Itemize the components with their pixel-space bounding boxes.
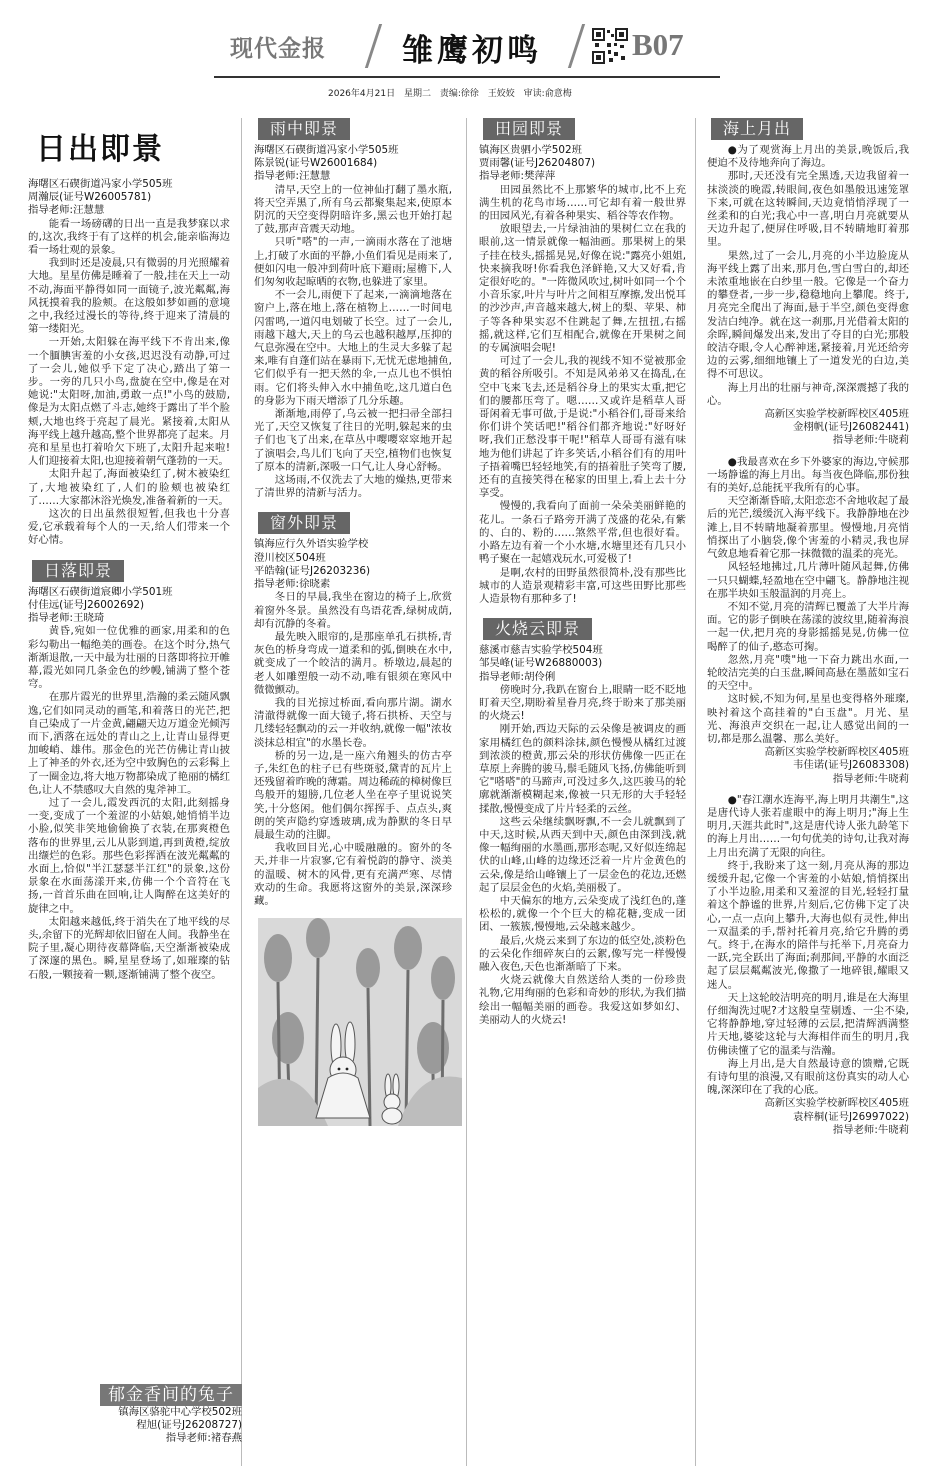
paragraph: 火烧云就像大自然送给人类的一份珍贵礼物,它用绚丽的色彩和奇妙的形状,为我们描绘出一幅幅美丽的画卷。我爱这如梦如幻、美丽动人的火烧云! xyxy=(479,974,686,1026)
author-line: 韦佳诺(证号J26083308) xyxy=(792,759,909,772)
author-line: 付佳远(证号J26002692) xyxy=(28,598,145,611)
teacher-line: 指导老师:王晓琦 xyxy=(28,612,105,625)
author-line: 程旭(证号J26208727) xyxy=(136,1419,242,1432)
school-line: 海曙区石碶街道冯家小学505班 xyxy=(254,144,399,156)
paragraph: 慢慢的,我看向了面前一朵朵美丽鲜艳的花儿。一条石子路旁开满了茂盛的花朵,有紫的、白的、粉的……煞然平常,但也很好看。小路左边有着一个小水塘,水塘里还有几只小鸭子聚在一起嬉戏玩水,可爱极了! xyxy=(479,500,686,566)
teacher-line: 指导老师:樊萍萍 xyxy=(479,170,556,183)
paragraph: 可过了一会儿,我的视线不知不觉被那金黄的稻谷所吸引。不知是风弟弟又在捣乱,在空中飞来飞去,还是稻谷身上的果实太重,把它们的腰都压弯了。嗯……又或许是稻草人哥哥闲着无事可做,于是说:"小稻谷们,哥哥来给你们讲个笑话吧!"稻谷们都齐地说:"好呀好呀,我们正愁没事干呢!"稻草人哥哥有滋有味地为他们讲起了许多笑话,小稻谷们有的用叶子捂着嘴巴轻轻地笑,有的捂着肚子笑弯了腰,还有的直接笑得在秘家的田里上,看上去十分享受。 xyxy=(479,355,686,500)
paragraph: 我收回目光,心中暖融融的。窗外的冬天,并非一片寂寥,它有着悦韵的静守、淡美的温暖、树木的风骨,更有充满严寒、尽情欢动的生命。我愿将这窗外的美景,深深珍藏。 xyxy=(254,842,452,907)
paragraph: 渐渐地,雨停了,乌云被一把扫帚全部扫光了,天空又恢复了往日的光明,躲起来的虫子们也飞了出来,在草丛中嘤嘤窣窣地开起了演唱会,鸟儿们飞向了天空,植物们也恢复了原本的清新,深吸一口气,让人身心舒畅。 xyxy=(254,408,452,473)
author-meta xyxy=(28,178,230,218)
author-line: 平皓翰(证号J26203236) xyxy=(254,564,371,577)
paragraph: 我的目光掠过桥面,看向那片湖。湖水清澈得就像一面大镜子,将石拱桥、天空与几缕轻轻飘动的云一并收纳,就像一幅"浓妆淡抹总相宜"的水墨长卷。 xyxy=(254,696,452,749)
paragraph: 太阳越来越低,终于消失在了地平线的尽头,余留下的光辉却依旧留在人间。我静坐在院子里,凝心期待夜幕降临,天空渐渐被染成了深邃的黑色。瞬,星星登场了,如璀璨的钻石般,一颗接着一颗,逐渐铺满了整个夜空。 xyxy=(28,915,230,981)
teacher-line: 指导老师:牛晓莉 xyxy=(832,772,909,785)
header-divider xyxy=(568,24,585,68)
illustration-title: 郁金香间的兔子 xyxy=(100,1384,242,1406)
paragraph: 海上月出,是大自然最诗意的馈赠,它既有诗句里的浪漫,又有眼前这份真实的动人心魄,深深印在了我的心底。 xyxy=(707,1057,909,1097)
paragraph: 忽然,月亮"噗"地一下奋力跳出水面,一轮皎洁完美的白玉盘,瞬间高悬在墨蓝如宝石的天空中。 xyxy=(707,653,909,693)
paragraph: 最先映入眼帘的,是那座单孔石拱桥,青灰色的桥身弯成一道柔和的弧,倒映在水中,就变成了一个皎洁的满月。桥墩边,晨起的老人如雕塑般一动不动,唯有银须在寒风中微微颤动。 xyxy=(254,630,452,696)
paragraph: 黄昏,宛如一位优雅的画家,用柔和的色彩勾勒出一幅绝美的画卷。在这个时分,热气渐渐退散,一天中最为壮丽的日落即将拉开帷幕,霞光如同几条金色的纱幔,铺满了整个苍穹。 xyxy=(28,625,230,691)
section-tag: 火烧云即景 xyxy=(483,618,592,640)
teacher-line: 指导老师:牛晓莉 xyxy=(832,1123,909,1136)
dateline xyxy=(328,86,578,99)
paragraph: ●为了观赏海上月出的美景,晚饭后,我便迫不及待地奔向了海边。 xyxy=(707,144,909,170)
paragraph: 过了一会儿,霞发西沉的太阳,此刻摇身一变,变成了一个羞涩的小姑娘,她悄悄半边小脸,似笑非笑地偷偷换了衣装,在那爽橙色落布的世界里,云儿从影到道,再到黄橙,绽放出缬烂的色彩。那些色彩挥洒在波光粼粼的水面上,恰似"半江瑟瑟半江红"的景象,这份景象在水面荡漾开来,仿佛一个个音符在飞扬,一首首乐曲在回响,让人陶醉在这美好的旋律之中。 xyxy=(28,796,230,915)
school-line: 海曙区石碶街道宸卿小学501班 xyxy=(28,585,173,598)
date-text: 2026年4月21日 xyxy=(328,89,396,99)
author-meta xyxy=(28,586,230,626)
paragraph: 傍晚时分,我趴在窗台上,眼睛一眨不眨地盯着天空,期盼着星眷月亮,终于盼来了那美丽的火烧云! xyxy=(479,683,686,723)
paragraph: 是啊,农村的田野虽然很简朴,没有那些比城市的人造景观精彩丰富,可这些田野比那些人造景物有那种多了! xyxy=(479,566,686,605)
column-divider xyxy=(241,118,242,1466)
paragraph: 不一会儿,雨便下了起来,一滴滴地落在窗户上,落在地上,落在植物上……一时间电闪雷鸣,一道闪电划破了长空。过了一会儿,雨越下越大,天上的乌云也越积越厚,压抑的气息弥漫在空中。大地上的生灵大多躲了起来,唯有自蓬们站在暴雨下,无忧无虑地捕鱼,它们似乎有一把天然的伞,一点儿也不惧怕雨。它们将头伸入水中捕鱼吃,这几道白色的身影为下雨天增添了几分乐趣。 xyxy=(254,289,452,407)
school-line: 高新区实验学校新晖校区405班 xyxy=(764,1097,909,1110)
teacher-line: 指导老师:汪慧慧 xyxy=(254,170,331,183)
paragraph: 太阳升起了,海面被染红了,树木被染红了,大地被染红了,人们的脸颊也被染红了……大家都沐浴光焕发,准备着新的一天。 xyxy=(28,468,230,507)
paragraph: 我到时还是凌晨,只有微弱的月光照耀着大地。星星仿佛是睡着了一般,挂在天上一动不动,海面平静得如同一面镜子,波光粼粼,海风抚摸着我的脸颊。在这般如梦如画的意境之中,我经过漫长的等待,终于迎来了清晨的第一缕阳光。 xyxy=(28,257,230,336)
section-tag: 日落即景 xyxy=(32,560,124,582)
weekday-text: 星期二 xyxy=(403,89,431,99)
author-meta xyxy=(254,144,452,184)
designer-text: 王姣姣 xyxy=(487,89,515,99)
school-line: 镇海区骆驼中心学校502班 xyxy=(118,1406,242,1418)
header-rule xyxy=(214,76,720,78)
author-line: 金栩帆(证号J26082441) xyxy=(792,421,909,434)
editor-text: 责编:徐徐 xyxy=(439,89,479,99)
school-line: 镇海应行久外语实验学校 xyxy=(254,538,369,551)
reviewer-text: 审读:俞意梅 xyxy=(523,89,572,99)
section-tag: 田园即景 xyxy=(483,118,575,140)
illustration-caption xyxy=(100,1384,242,1446)
page-header xyxy=(0,0,934,99)
rabbit-illustration-icon xyxy=(258,918,462,1126)
author-line: 陈景锐(证号W26001684) xyxy=(254,157,378,170)
author-byline xyxy=(707,746,909,786)
paragraph: 天上这轮皎洁明亮的明月,谁是在大海里仔细淘洗过呢?才这般皇莹剔透、一尘不染,它将静静地,穿过轻薄的云层,把清辉洒满整片天地,婆娑这轮与大海相伴而生的明月,我仿佛读懂了它的温柔与浩瀚。 xyxy=(707,991,909,1057)
school-line: 镇海区贵驷小学502班 xyxy=(479,144,582,156)
author-byline xyxy=(707,408,909,448)
paragraph: 桥的另一边,是一座六角翘头的仿古亭子,朱红色的柱子已有些斑驳,黛青的瓦片上还残留着昨晚的薄霜。周边稀疏的樟树像巨鸟般开的翅膀,几位老人坐在亭子里说说笑笑,十分悠闲。他们偶尔挥挥手、点点头,爽朗的笑声隐约穿透玻璃,成为静默的冬日早晨最生动的注脚。 xyxy=(254,749,452,841)
teacher-line: 指导老师:胡伶俐 xyxy=(479,670,556,683)
paragraph: 清早,天空上的一位神仙打翻了墨水瓶,将天空弄黑了,所有乌云都聚集起来,使原本阴沉的天空变得阴暗许多,黑云也开始打起了鼓,那声音震天动地。 xyxy=(254,183,452,236)
paragraph: 田园虽然比不上那繁华的城市,比不上充满生机的花鸟市场……可它却有着一般世界的田园风光,有着各种果实、稻谷等农作物。 xyxy=(479,183,686,223)
paragraph: 这些云朵继续飘呀飘,不一会儿就飘到了中天,这时候,从西天到中天,颜色由深到浅,就像一幅绚丽的水墨画,那形态呢,又好似连绵起伏的山峰,山峰的边缘还泛着一片片金黄色的云朵,像是给山峰镶上了一层金色的花边,还燃起了层层金色的火焰,美丽极了。 xyxy=(479,815,686,894)
column-2 xyxy=(254,114,452,1130)
author-byline xyxy=(707,1097,909,1137)
paragraph: 冬日的早晨,我坐在窗边的椅子上,欣赏着窗外冬景。虽然没有鸟语花香,绿树成荫,却有沉静的冬着。 xyxy=(254,591,452,630)
paragraph: 中天偏东的地方,云朵变成了浅红色的,蓬松松的,就像一个个巨大的棉花糖,变成一团团、一簇簇,慢慢地,云朵越来越少。 xyxy=(479,894,686,934)
author-meta xyxy=(479,644,686,684)
teacher-line: 指导老师:汪慧慧 xyxy=(28,204,105,217)
paragraph: 风轻轻地拂过,几片薄叶随风起舞,仿佛一只只蝴蝶,轻盈地在空中翩飞。静静地注视在那半块如玉般温润的月亮上。 xyxy=(707,561,909,600)
section-tag: 海上月出 xyxy=(711,118,803,140)
newspaper-name: 现代金报 xyxy=(230,35,326,62)
school-line: 高新区实验学校新晖校区405班 xyxy=(764,408,909,421)
column-divider xyxy=(695,118,696,1466)
paragraph: 果然,过了一会儿,月亮的小半边脸庞从海平线上露了出来,那月色,雪白雪白的,却还未浓重地嵌在白纱里一般。它像是一个奋力的攀登者,一步一步,稳稳地向上攀爬。终于,月亮完全爬出了海面,悬于半空,颜色变得愈发洁白纯净。就在这一刹那,月光借着太阳的余晖,瞬间爆发出来,发出了夺目的白光;那般皎洁夺眼,令人心醉神迷,紧接着,月光还给旁边的云雾,细细地镶上了一道发光的白边,美得不可思议。 xyxy=(707,249,909,381)
column-1 xyxy=(28,114,230,982)
author-line: 贾雨馨(证号J26204807) xyxy=(479,157,596,170)
paragraph: 只听"嗒"的一声,一滴雨水落在了池塘上,打破了水面的平静,小鱼们看见是雨来了,便如闪电一般冲到荷叶底下避雨;屋檐下,人们匆匆收起晾晒的衣物,也躲进了家里。 xyxy=(254,236,452,289)
paragraph: 刚开始,西边天际的云朵像是被调皮的画家用橘红色的颜料涂抹,颜色慢慢从橘红过渡到浓淡的橙黄,那云朵的形状仿佛像一匹正在草原上奔腾的骏马,鬃毛随风飞扬,仿佛能听到它"嗒嗒"的马蹄声,可没过多久,这匹骏马的轮廓就渐渐模糊起来,像被一只无形的大手轻轻揉散,慢慢变成了片片轻柔的云丝。 xyxy=(479,723,686,815)
paragraph: 天空渐渐昏暗,太阳恋恋不舍地收起了最后的光芒,缓缓沉入海平线下。我静静地在沙滩上,目不转睛地凝着那里。慢慢地,月亮悄悄探出了小脑袋,像个害羞的小精灵,我也屏气敛息地看着它那一抹微微的温柔的亮光。 xyxy=(707,495,909,561)
paragraph: 那时,天还没有完全黑透,天边我留着一抹淡淡的晚霞,转眼间,夜色如墨般迅速笼罩下来,可就在这转瞬间,天边竟悄悄浮现了一丝柔和的白光;我心中一喜,明白月亮就要从天边升起了,便屏住呼吸,目不转睛地盯着那里。 xyxy=(707,170,909,249)
paragraph: 最后,火烧云来到了东边的低空处,淡粉色的云朵化作细碎灰白的云絮,像写完一样慢慢融入夜色,天色也渐渐暗了下来。 xyxy=(479,934,686,973)
paragraph: 海上月出的壮丽与神奇,深深震撼了我的心。 xyxy=(707,381,909,407)
school-line: 海曙区石碶街道冯家小学505班 xyxy=(28,178,173,190)
column-divider xyxy=(466,118,467,1466)
qr-code-icon[interactable] xyxy=(592,28,628,64)
campus-line: 澄川校区504班 xyxy=(254,551,326,564)
author-meta xyxy=(479,144,686,184)
section-title: 雏鹰初鸣 xyxy=(402,33,542,69)
column-4 xyxy=(707,114,909,1137)
paragraph: 这次的日出虽然很短暂,但我也十分喜爱,它承载着每个人的一天,给人们带来一个好心情。 xyxy=(28,508,230,547)
author-line: 邹昊峰(证号W26880003) xyxy=(479,657,603,670)
paragraph: 放眼望去,一片绿油油的果树仁立在我的眼前,这一情景就像一幅油画。那果树上的果子挂在枝头,摇摇晃晃,好像在说:"露亮小姐姐,快来摘我呀!你看我色泽鲜艳,又大又好看,肯定很好吃的。"一阵微风吹过,树叶如同一个个小音乐家,叶片与叶片之间相互摩擦,发出悦耳的沙沙声,声音越来越大,树上的梨、苹果、柿子等各种果实忍不住跳起了舞,左扭扭,右摇摇,就这样,它们互相配合,就像在开果树之间的专属演唱会呢! xyxy=(479,223,686,355)
article-title: 日出即景 xyxy=(36,132,164,167)
teacher-line: 指导老师:牛晓莉 xyxy=(832,434,909,447)
paragraph: 在那片霞光的世界里,浩瀚的柔云随风飘逸,它们如同灵动的画笔,和着落日的光芒,把自己染成了一片金黄,翩翩天边万道金光倾泻而下,洒落在远处的青山之上,让青山显得更加峻峭、雄伟。那金色的光芒仿佛让青山披上了神圣的外衣,还为空中致胸色的云彩髯上了一圈金边,将大地万物都染成了艳丽的橘红色,让人不禁感叹大自然的鬼斧神工。 xyxy=(28,691,230,796)
school-line: 慈溪市慈吉实验学校504班 xyxy=(479,644,603,657)
section-tag: 窗外即景 xyxy=(258,512,350,534)
paragraph: 一开始,太阳躲在海平线下不肯出来,像一个腼腆害羞的小女孩,迟迟没有动静,可过了一会儿,她似乎下定了决心,踏出了第一步。一旁的几只小鸟,盘旋在空中,像是在对她说:"太阳呀,加油,勇敢一点!"小鸟的鼓励,像是为太阳点燃了斗志,她终于露出了半个脸颊,大地也终于亮起了晨光。紧接着,太阳从海平线上越升越高,整个世界都亮了起来。月亮和星星也打着哈欠下班了,太阳升起来啦!人们迎接着太阳,也迎接着朝气蓬勃的一天。 xyxy=(28,336,230,468)
column-3 xyxy=(479,114,686,1027)
section-tag: 雨中即景 xyxy=(258,118,350,140)
author-line: 周瀚辰(证号W26005781) xyxy=(28,191,152,204)
paragraph: 终于,我盼来了这一刻,月亮从海的那边缓缓升起,它像一个害羞的小姑娘,悄悄探出了小半边脸,用柔和又羞涩的目光,轻轻打量着这个静谧的世界,片刻后,它仿佛下定了决心,一点一点向上攀升,大海也似有灵性,伸出一双温柔的手,帮衬托着月亮,给它升腾的勇气。终于,在海水的陪伴与托举下,月亮奋力一跃,完全跃出了海面;刹那间,平静的水面泛起了层层粼粼波光,像撒了一地碎银,耀眼又迷人。 xyxy=(707,859,909,991)
paragraph: 这场雨,不仅洗去了大地的燥热,更带来了清世界的清新与活力。 xyxy=(254,474,452,500)
paragraph: ●我最喜欢在乡下外婆家的海边,守候那一场静谧的海上月出。每当夜色降临,那份独有的美好,总能抚平我所有的心事。 xyxy=(707,455,909,495)
paragraph: ●"春江潮水连海平,海上明月共潮生",这是唐代诗人张若虚眼中的海上明月;"海上生明月,天涯共此时",这是唐代诗人张九龄笔下的海上月出……一句句优美的诗句,让我对海上月出充满了无限的向往。 xyxy=(707,793,909,859)
header-divider xyxy=(365,24,382,68)
page-number: B07 xyxy=(632,27,684,62)
paragraph: 这时候,不知为何,星星也变得格外璀璨,映衬着这个高挂着的"白玉盘"。月光、星光、海浪声交织在一起,让人感觉出间的一切,都是那么温馨、那么美好。 xyxy=(707,693,909,745)
paragraph: 不知不觉,月亮的清辉已覆盖了大半片海面。它的影子倒映在荡漾的波纹里,随着海浪一起一伏,把月亮的身影摇摇晃晃,仿佛一位喝醉了的仙子,憨态可掬。 xyxy=(707,600,909,653)
teacher-line: 指导老师:徐晓素 xyxy=(254,578,331,591)
author-line: 袁梓桐(证号J26997022) xyxy=(792,1110,909,1123)
paragraph: 能看一场磅礴的日出一直是我梦寐以求的,这次,我终于有了这样的机会,能亲临海边看一场壮观的景象。 xyxy=(28,217,230,257)
school-line: 高新区实验学校新晖校区405班 xyxy=(764,746,909,759)
teacher-line: 指导老师:褚春燕 xyxy=(165,1432,242,1445)
author-meta xyxy=(254,538,452,591)
